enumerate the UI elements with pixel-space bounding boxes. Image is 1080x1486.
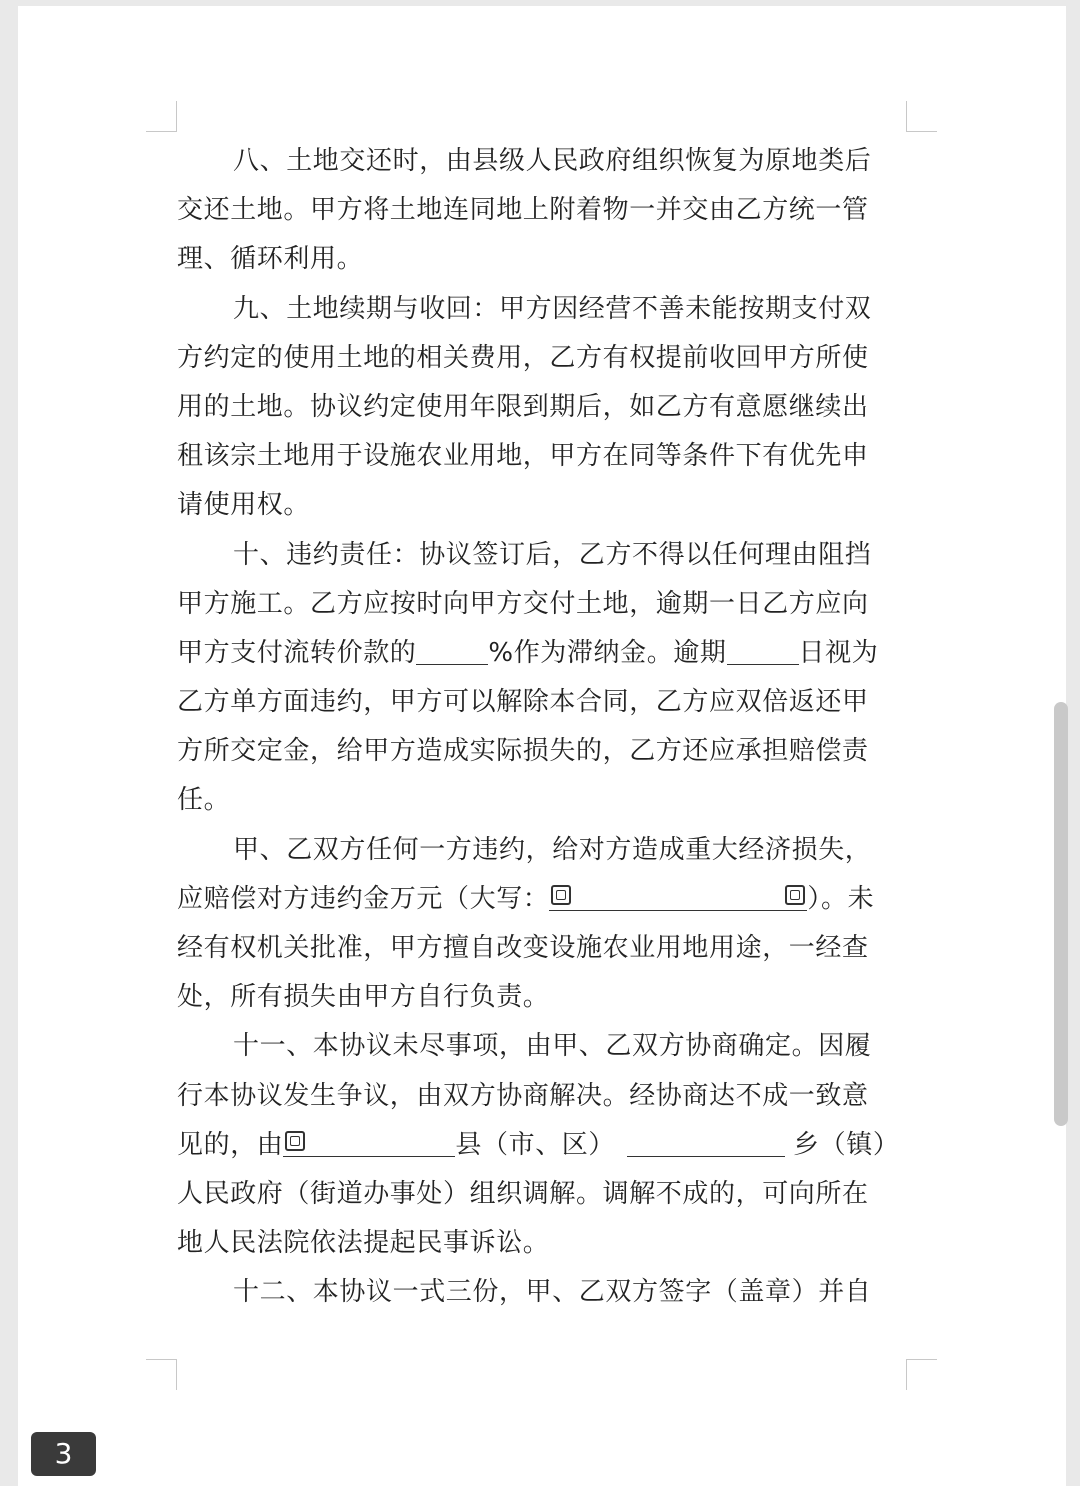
penalty-rate-blank[interactable] — [416, 636, 488, 665]
text-line: 十一、本协议未尽事项，由甲、乙双方协商确定。因履 — [233, 1031, 872, 1062]
penalty-text-3: 日视为 — [798, 637, 879, 668]
penalty-text-2: %作为滞纳金。逾期 — [488, 637, 727, 668]
mediation-text-3: 乡（镇） — [793, 1129, 900, 1160]
mediation-text-1: 见的，由 — [177, 1129, 284, 1160]
crop-mark-top-left — [146, 101, 177, 132]
compensation-text-1: 应赔偿对方违约金万元（大写： — [177, 883, 550, 914]
crop-mark-bottom-left — [146, 1359, 177, 1390]
mediation-line — [177, 1121, 907, 1170]
compensation-amount-blank[interactable] — [549, 882, 807, 911]
compensation-line — [177, 875, 907, 924]
field-marker-icon — [785, 885, 805, 905]
text-line: 行本协议发生争议，由双方协商解决。经协商达不成一致意 — [177, 1080, 869, 1111]
crop-mark-top-right — [906, 101, 937, 132]
text-line: 乙方单方面违约，甲方可以解除本合同，乙方应双倍返还甲 — [177, 687, 869, 718]
field-marker-icon — [551, 885, 571, 905]
text-line: 方约定的使用土地的相关费用，乙方有权提前收回甲方所使 — [177, 342, 869, 373]
text-line: 请使用权。 — [177, 490, 311, 521]
township-blank[interactable] — [627, 1128, 785, 1157]
county-blank[interactable] — [283, 1128, 455, 1157]
crop-mark-bottom-right — [906, 1359, 937, 1390]
text-line: 八、土地交还时，由县级人民政府组织恢复为原地类后 — [233, 146, 872, 176]
penalty-line — [177, 629, 907, 678]
document-body — [177, 137, 907, 1318]
text-line: 交还土地。甲方将土地连同地上附着物一并交由乙方统一管 — [177, 195, 869, 226]
text-line: 十、违约责任：协议签订后，乙方不得以任何理由阻挡 — [233, 539, 872, 570]
text-line: 地人民法院依法提起民事诉讼。 — [177, 1228, 550, 1259]
penalty-text-1: 甲方支付流转价款的 — [177, 637, 417, 668]
text-line: 理、循环利用。 — [177, 244, 364, 275]
text-line: 用的土地。协议约定使用年限到期后，如乙方有意愿继续出 — [177, 391, 869, 422]
text-line: 甲、乙双方任何一方违约，给对方造成重大经济损失， — [233, 834, 872, 865]
compensation-text-2: ）。未 — [807, 883, 875, 914]
vertical-scrollbar[interactable] — [1054, 702, 1068, 1126]
text-line: 处，所有损失由甲方自行负责。 — [177, 982, 550, 1013]
text-line: 经有权机关批准，甲方擅自改变设施农业用地用途，一经查 — [177, 933, 869, 963]
text-line: 方所交定金，给甲方造成实际损失的，乙方还应承担赔偿责 — [177, 736, 869, 767]
text-line: 甲方施工。乙方应按时向甲方交付土地，逾期一日乙方应向 — [177, 588, 869, 619]
text-line: 租该宗土地用于设施农业用地，甲方在同等条件下有优先申 — [177, 441, 869, 472]
text-line: 人民政府（街道办事处）组织调解。调解不成的，可向所在 — [177, 1178, 869, 1209]
text-line: 九、土地续期与收回：甲方因经营不善未能按期支付双 — [233, 293, 872, 324]
text-line: 任。 — [177, 785, 231, 816]
text-line: 十二、本协议一式三份，甲、乙双方签字（盖章）并自 — [233, 1277, 872, 1308]
field-marker-icon — [285, 1131, 305, 1151]
overdue-days-blank[interactable] — [727, 636, 799, 665]
page-number-badge: 3 — [31, 1432, 96, 1476]
mediation-text-2: 县（市、区） — [455, 1129, 616, 1160]
